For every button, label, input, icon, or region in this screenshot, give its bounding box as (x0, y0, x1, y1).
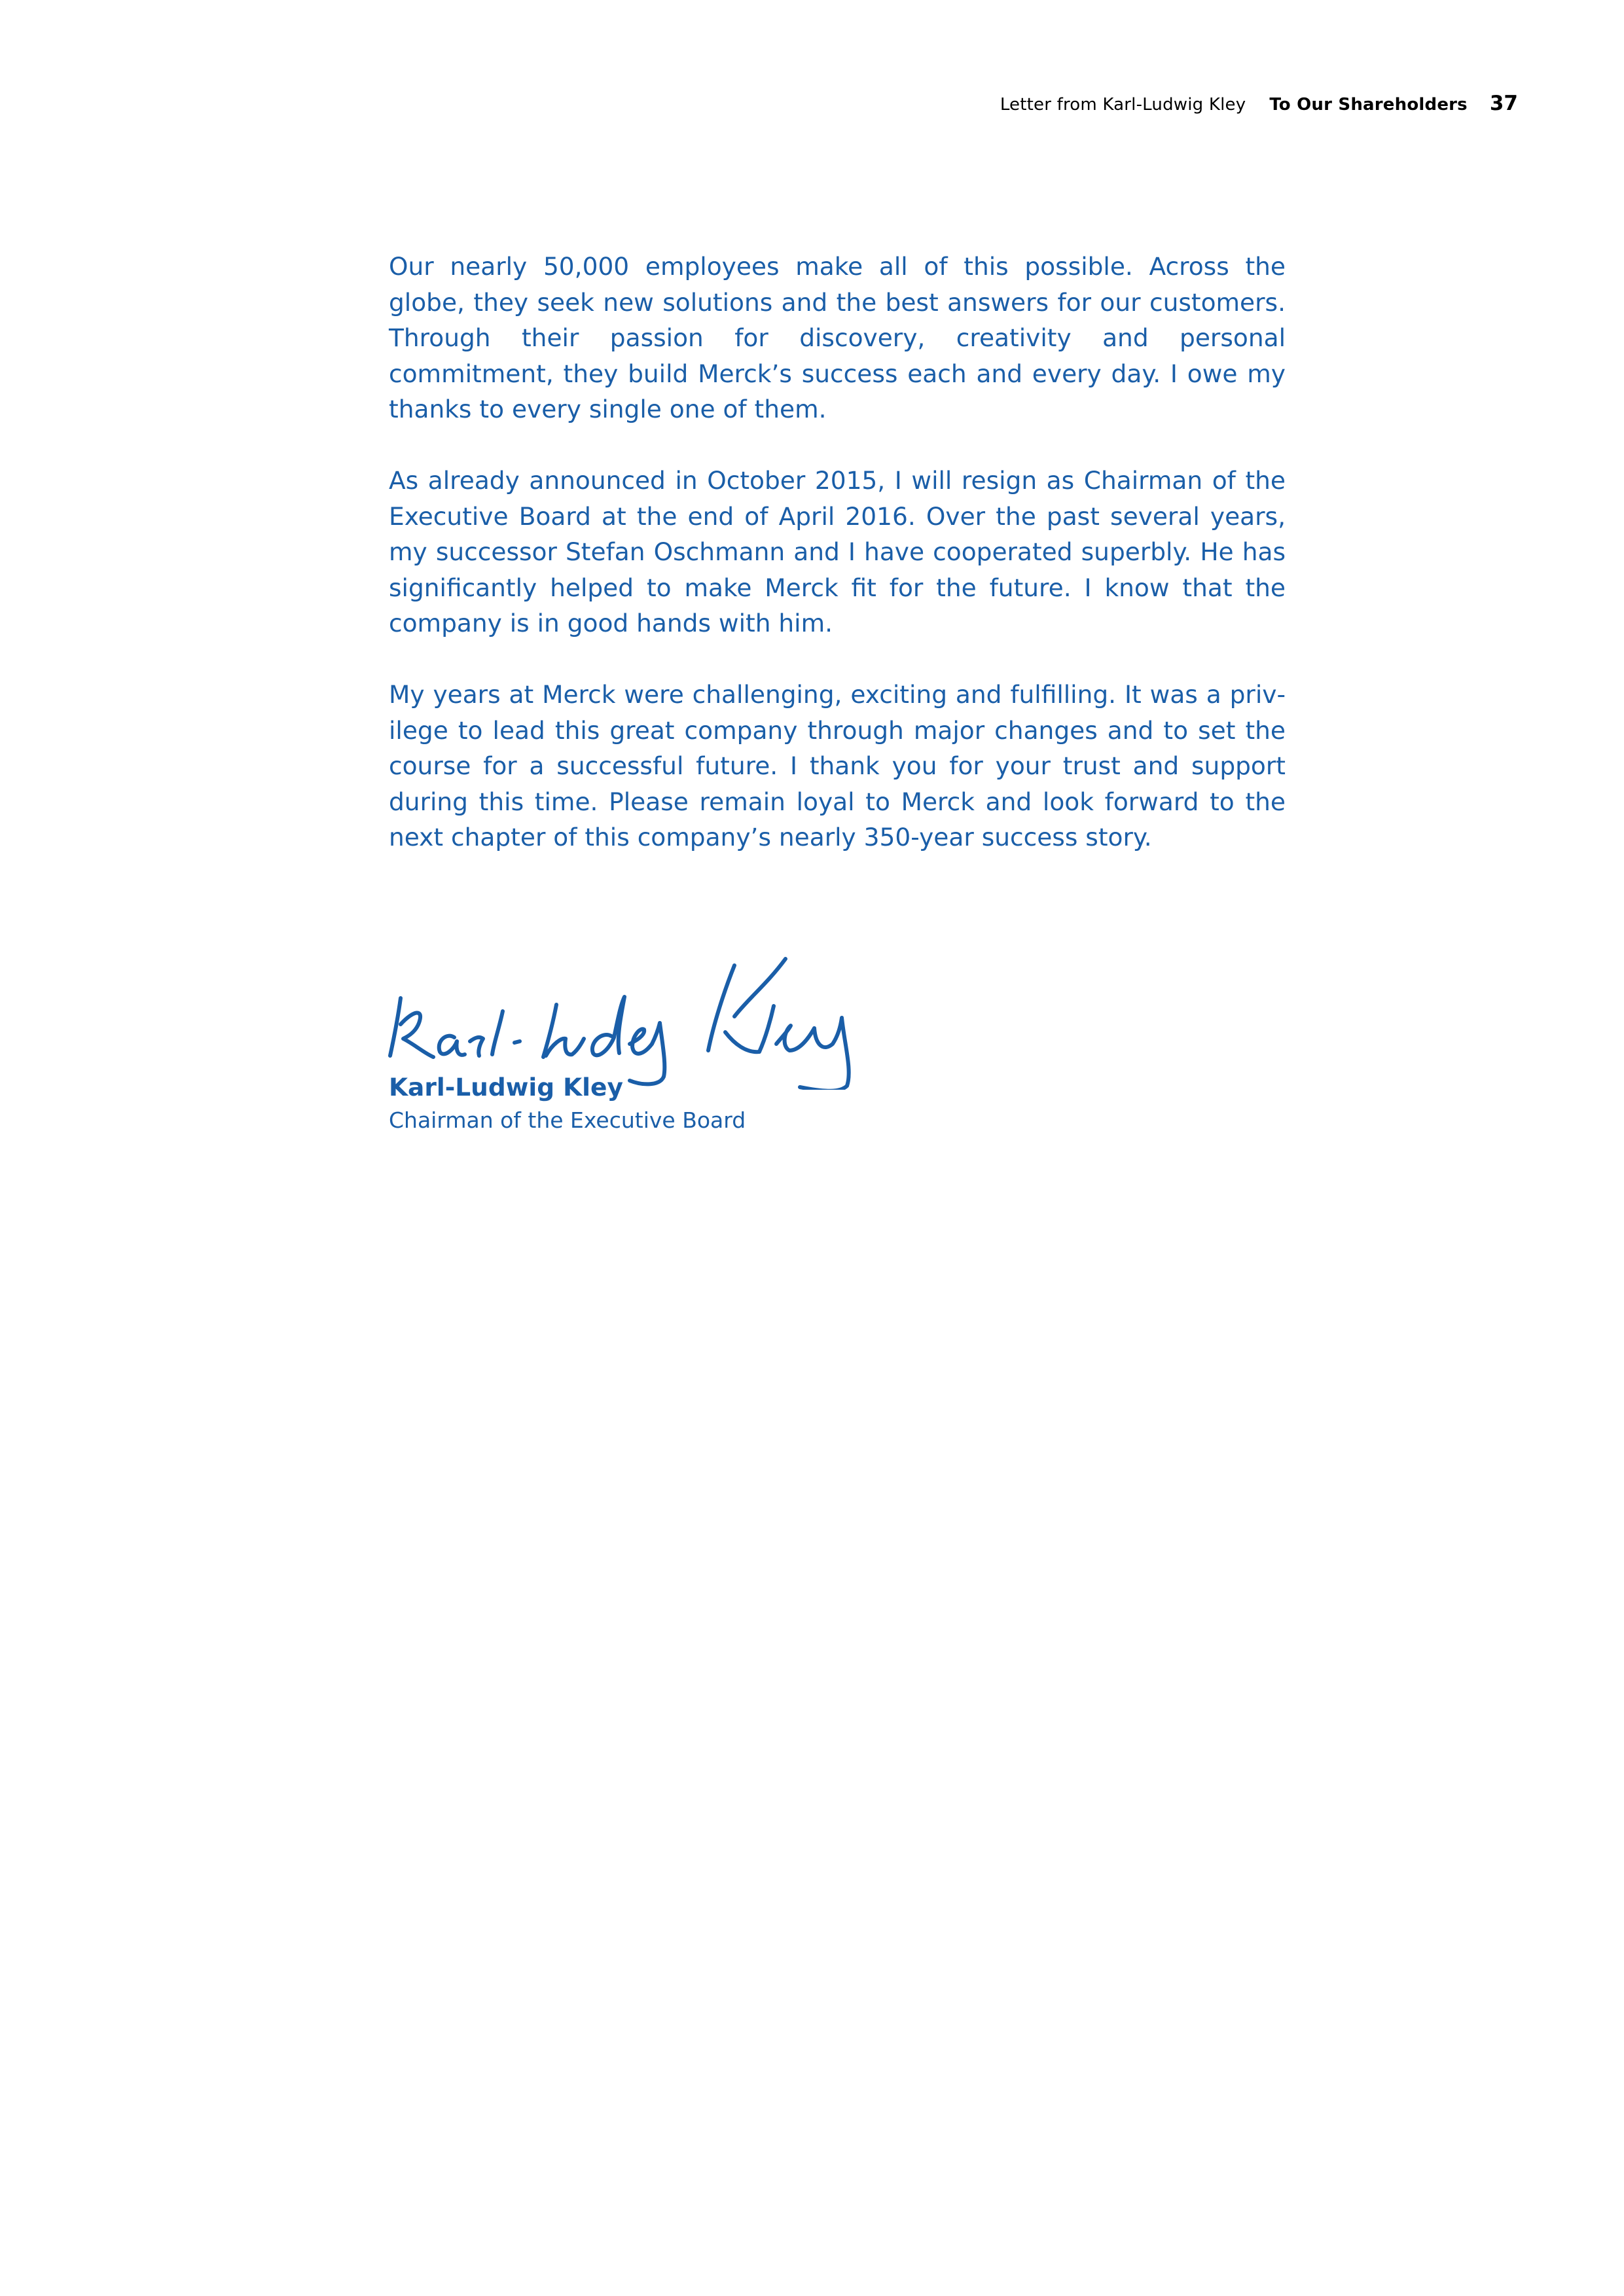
letter-paragraph-2: As already announced in October 2015, I will resign as Chairman of the Executive Board at the end of April 2016. Over the past several years, my successor Stefan Oschmann and I have cooperated superbly. He has significantly helped to make Merck fit for the future. I know that the company is in good hands with him. (389, 466, 1286, 637)
header-section-title: Letter from Karl-Ludwig Kley (1000, 95, 1246, 115)
running-header (1000, 92, 1518, 115)
signer-name: Karl-Ludwig Kley (389, 1073, 623, 1102)
page-number: 37 (1489, 92, 1518, 115)
letter-body (389, 249, 1286, 891)
letter-paragraph-3: My years at Merck were challenging, exciting and fulfilling. It was a privilege to lead this great company through major changes and to set the course for a successful future. I thank you for your trust and support during this time. Please remain loyal to Merck and look forward to the next chapter of this company’s nearly 350-year success story. (389, 680, 1286, 852)
signer-title: Chairman of the Executive Board (389, 1107, 746, 1133)
letter-paragraph-1: Our nearly 50,000 employees make all of this possible. Across the globe, they seek new solutions and the best answers for our customers. Through their passion for discovery, creativity and personal commitment, they build Merck’s success each and every day. I owe my thanks to every single one of them. (389, 252, 1286, 423)
handwritten-signature (381, 946, 970, 1090)
header-chapter-title: To Our Shareholders (1269, 95, 1468, 115)
